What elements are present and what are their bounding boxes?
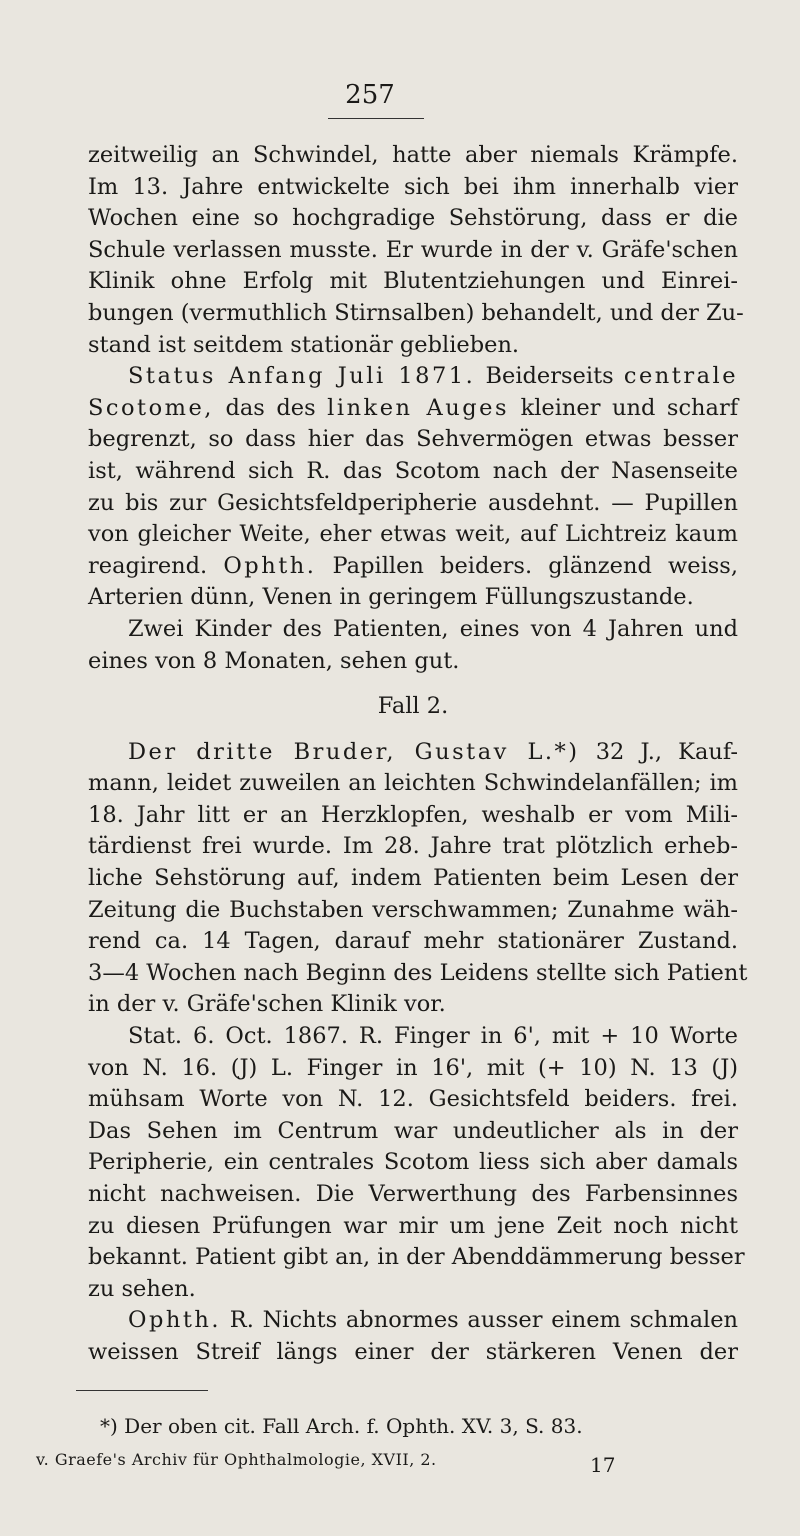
text-line: begrenzt, so dass hier das Sehvermögen etwas besser	[88, 426, 738, 453]
status-line: Scotome, das des linken Auges kleiner und scharf	[88, 394, 739, 421]
text-line: weissen Streif längs einer der stärkeren Venen der	[88, 1338, 738, 1365]
text-line: 3—4 Wochen nach Beginn des Leidens stellte sich Patient	[88, 959, 748, 986]
text-line: eines von 8 Monaten, sehen gut.	[88, 647, 460, 674]
footnote: *) Der oben cit. Fall Arch. f. Ophth. XV. 3, S. 83.	[100, 1414, 583, 1438]
signature-number: 17	[590, 1453, 616, 1477]
text-line: zu bis zur Gesichtsfeldperipherie ausdehnt. — Pupillen	[88, 489, 738, 516]
case-line: Der dritte Bruder, Gustav L.*) 32 J., Kauf-	[128, 738, 738, 765]
text-line: Klinik ohne Erfolg mit Blutentziehungen und Einrei-	[88, 268, 738, 295]
status-line: Status Anfang Juli 1871. Beiderseits centrale	[128, 363, 739, 390]
text-line: bungen (vermuthlich Stirnsalben) behandelt, und der Zu-	[88, 299, 744, 326]
text-line: von N. 16. (J) L. Finger in 16', mit (+ 10) N. 13 (J)	[88, 1054, 738, 1081]
footnote-rule	[76, 1390, 208, 1391]
text-line: 18. Jahr litt er an Herzklopfen, weshalb er vom Mili-	[88, 801, 738, 828]
text-line: von gleicher Weite, eher etwas weit, auf Lichtreiz kaum	[88, 521, 738, 548]
section-heading: Fall 2.	[377, 693, 449, 720]
ophth-r-line: Ophth. R. Nichts abnormes ausser einem schmalen	[128, 1307, 738, 1334]
text-line: stand ist seitdem stationär geblieben.	[88, 331, 520, 358]
text-line: Stat. 6. Oct. 1867. R. Finger in 6', mit + 10 Worte	[128, 1023, 738, 1050]
text-line: bekannt. Patient gibt an, in der Abenddämmerung besser	[88, 1244, 745, 1271]
text-line: Arterien dünn, Venen in geringem Füllungszustande.	[88, 584, 694, 611]
text-line: liche Sehstörung auf, indem Patienten beim Lesen der	[88, 865, 738, 892]
text-line: zu sehen.	[88, 1275, 196, 1302]
text-line: zu diesen Prüfungen war mir um jene Zeit noch nicht	[88, 1212, 738, 1239]
text-line: ist, während sich R. das Scotom nach der Nasenseite	[88, 457, 738, 484]
page-number: 257	[345, 80, 395, 110]
text-line: zeitweilig an Schwindel, hatte aber niemals Krämpfe.	[88, 142, 738, 168]
text-line: Zwei Kinder des Patienten, eines von 4 Jahren und	[128, 615, 738, 642]
body-text	[88, 140, 748, 1369]
text-line: nicht nachweisen. Die Verwerthung des Farbensinnes	[88, 1181, 738, 1207]
text-line: rend ca. 14 Tagen, darauf mehr stationärer Zustand.	[88, 928, 738, 955]
header-rule	[328, 118, 424, 119]
status-lead: Status Anfang Juli 1871.	[128, 363, 476, 390]
text-line: Das Sehen im Centrum war undeutlicher als in der	[88, 1117, 738, 1144]
text-line: mühsam Worte von N. 12. Gesichtsfeld beiders. frei.	[88, 1086, 738, 1113]
printer-signature: v. Graefe's Archiv für Ophthalmologie, XVII, 2.	[36, 1450, 437, 1469]
text-line: Schule verlassen musste. Er wurde in der v. Gräfe'schen	[88, 236, 738, 263]
text-line: Peripherie, ein centrales Scotom liess sich aber damals	[88, 1149, 738, 1176]
text-line: in der v. Gräfe'schen Klinik vor.	[88, 991, 446, 1018]
text-line: Zeitung die Buchstaben verschwammen; Zunahme wäh-	[88, 896, 738, 923]
ophth-line: reagirend. Ophth. Papillen beiders. glänzend weiss,	[88, 552, 739, 579]
text-line: Im 13. Jahre entwickelte sich bei ihm innerhalb vier	[88, 173, 738, 200]
text-line: tärdienst frei wurde. Im 28. Jahre trat plötzlich erheb-	[88, 833, 738, 860]
text-line: Wochen eine so hochgradige Sehstörung, dass er die	[88, 205, 738, 232]
text-line: mann, leidet zuweilen an leichten Schwindelanfällen; im	[88, 770, 738, 797]
